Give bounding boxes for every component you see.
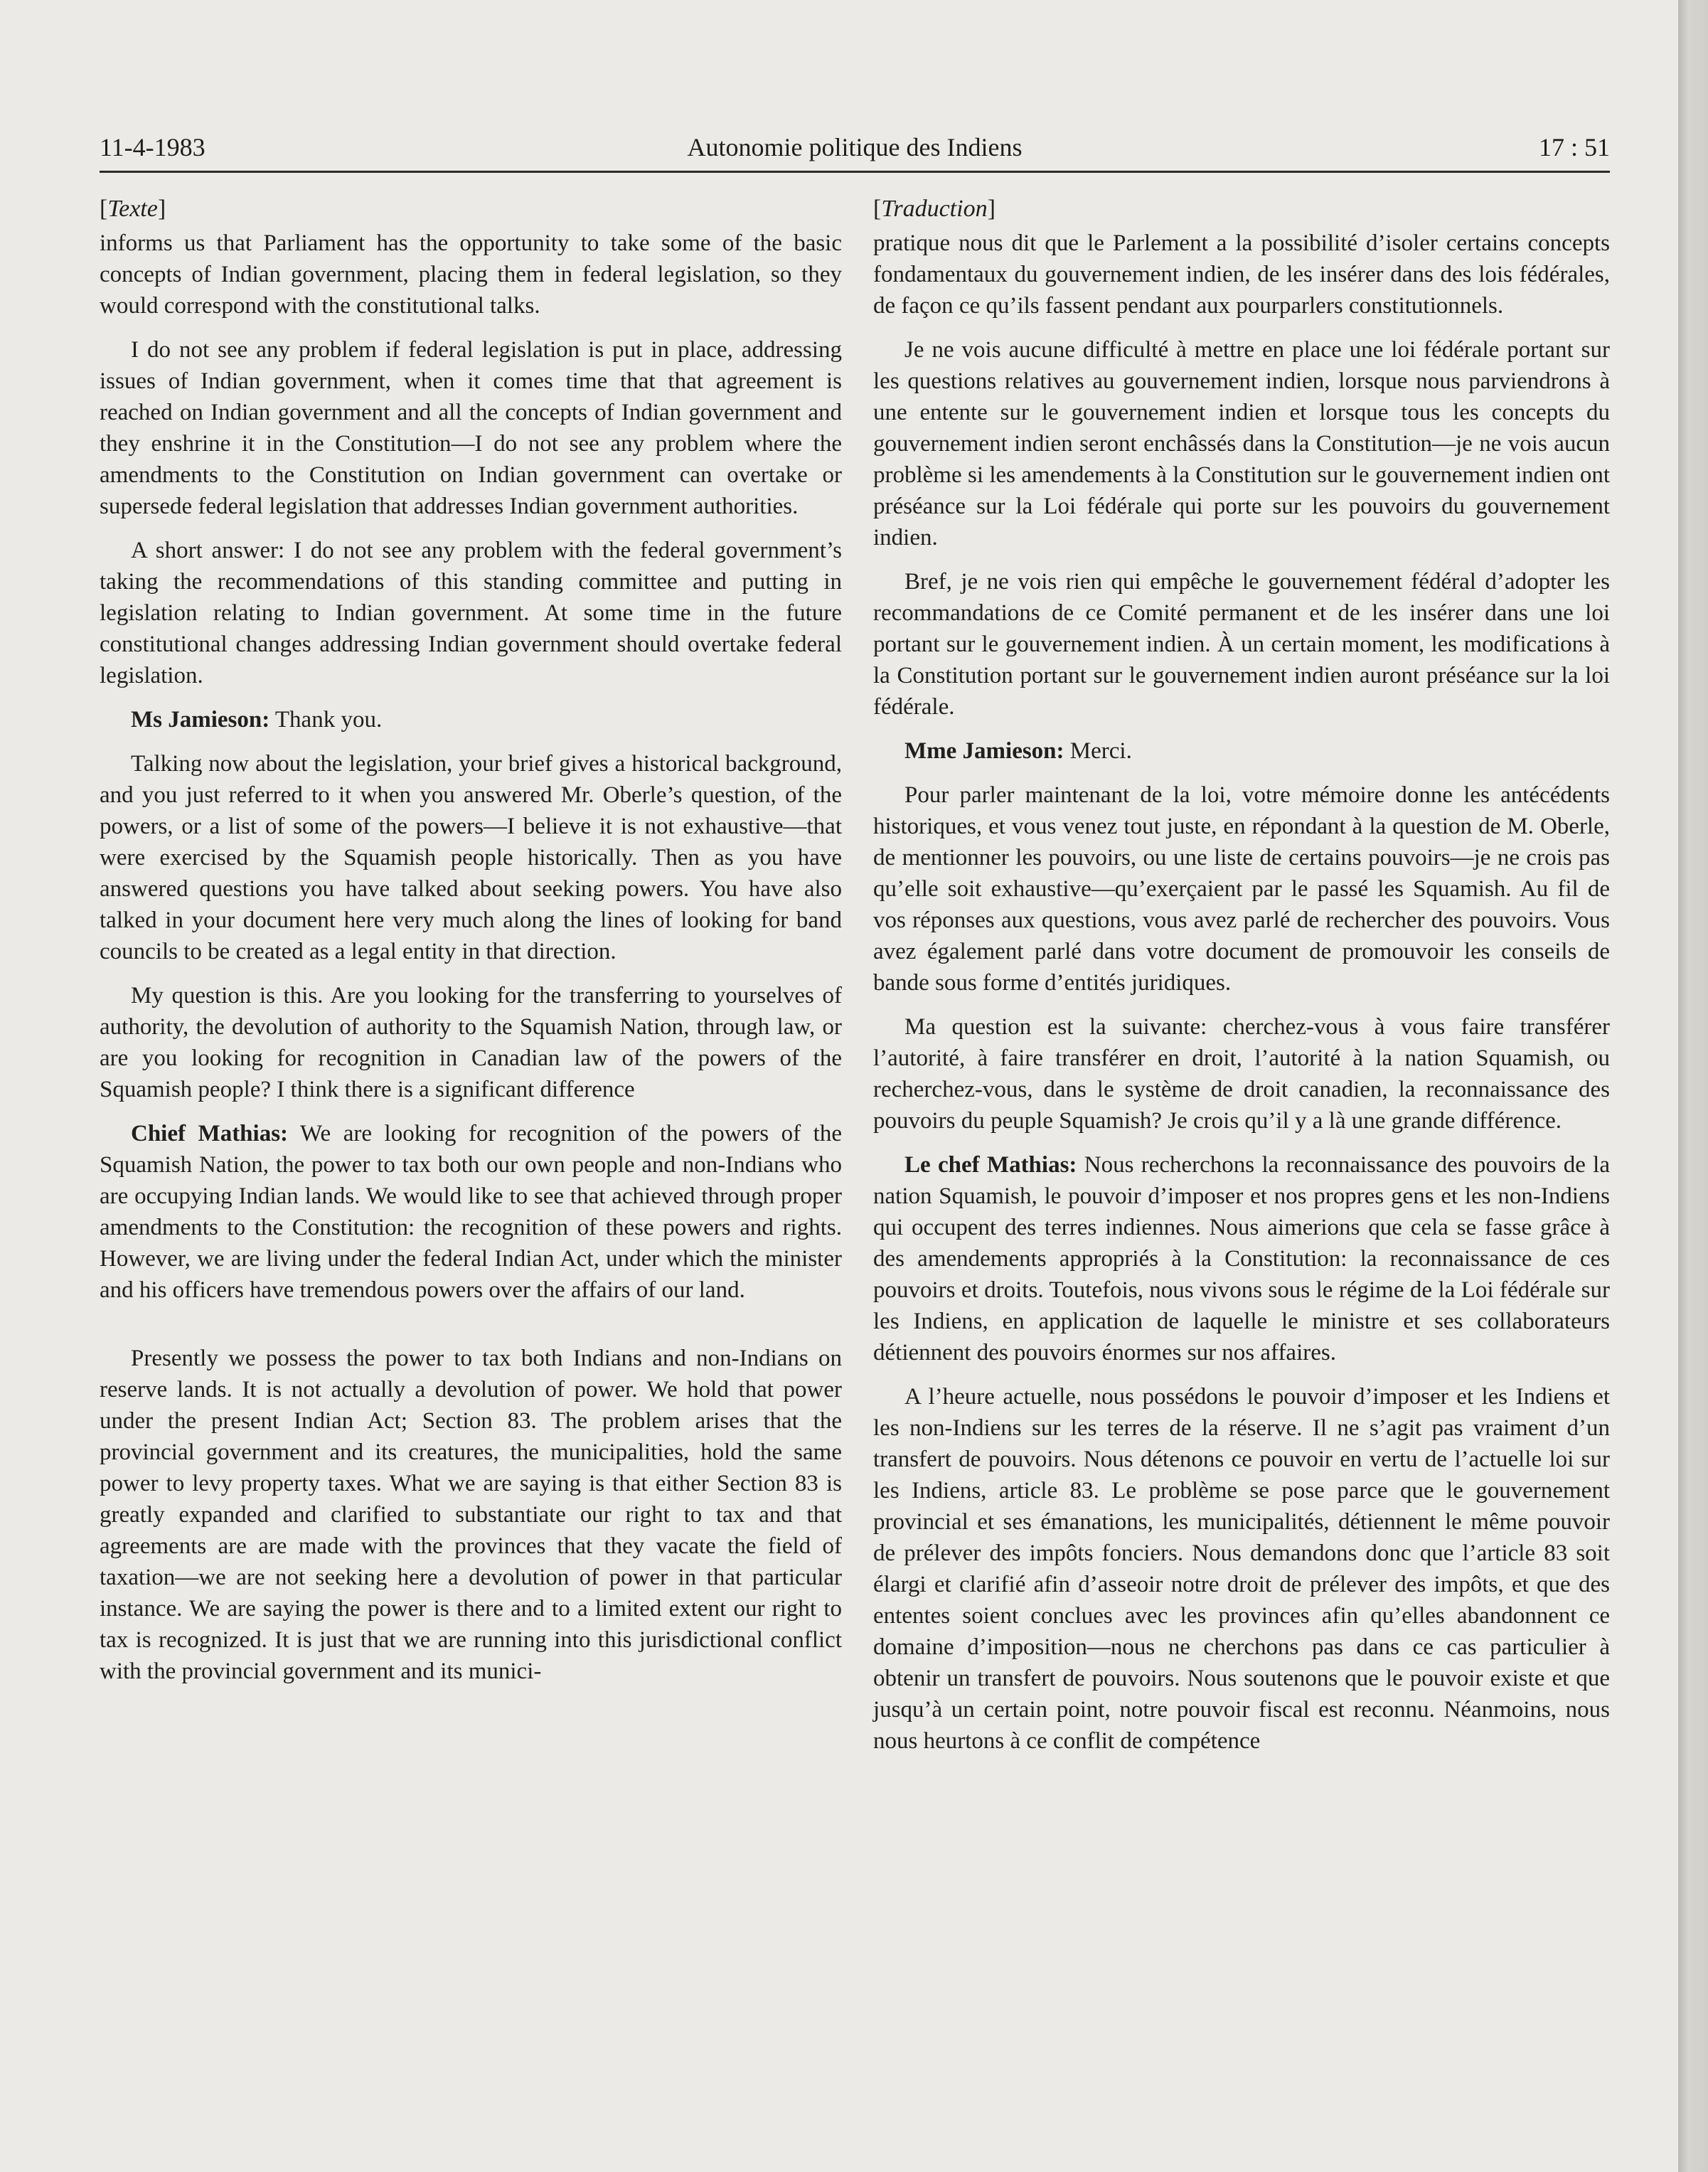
paragraph — [100, 704, 842, 735]
paragraph: A l’heure actuelle, nous possédons le pouvoir d’imposer et les Indiens et les non-Indiens sur les terres de la réserve. Il ne s’agit pas vraiment d’un transfert de pouvoirs. Nous détenons ce pouvoir en vertu de l’actuelle loi sur les Indiens, article 83. Le problème se pose parce que le gouvernement provincial et ses émanations, les municipalités, détiennent le même pouvoir de prélever des impôts fonciers. Nous demandons donc que l’article 83 soit élargi et clarifié afin d’asseoir notre droit de prélever des impôts, et que des ententes soient conclues avec les provinces afin qu’elles abandonnent ce domaine d’imposition—nous ne cherchons pas dans ce cas particulier à obtenir un transfert de pouvoirs. Nous soutenons que le pouvoir existe et que jusqu’à un certain point, notre pouvoir fiscal est reconnu. Néanmoins, nous nous heurtons à ce conflit de compétence — [873, 1384, 1610, 1754]
paragraph: Presently we possess the power to tax both Indians and non-Indians on reserve lands. It is not actually a devolution of power. We hold that power under the present Indian Act; Section 83. The problem arises that the provincial government and its creatures, the municipalities, hold the same power to levy property taxes. What we are saying is that either Section 83 is greatly expanded and clarified to substantiate our right to tax and that agreements are are made with the provinces that they vacate the field of taxation—we are not seeking here a devolution of power in that particular instance. We are saying the power is there and to a limited extent our right to tax is recognized. It is just that we are running into this jurisdictional conflict with the provincial government and its munici- — [100, 1346, 842, 1684]
paragraph: Bref, je ne vois rien qui empêche le gouvernement fédéral d’adopter les recommandations de ce Comité permanent et de les insérer dans une loi portant sur le gouvernement indien. À un certain moment, les modifications à la Constitution portant sur le gouvernement indien auront préséance sur la loi fédérale. — [873, 569, 1610, 720]
speech-text: We are looking for recognition of the powers of the Squamish Nation, the power to tax both our own people and non-Indians who are occupying Indian lands. We would like to see that achieved through proper amendments to the Constitution: the recognition of these powers and rights. However, we are living under the federal Indian Act, under which the minister and his officers have tremendous powers over the affairs of our land. — [100, 1121, 842, 1303]
header-page-number: 17 : 51 — [1538, 133, 1610, 161]
paragraph — [100, 1118, 842, 1306]
paragraph: A short answer: I do not see any problem with the federal government’s taking the recommendations of this standing committee and putting in legislation relating to Indian government. At some time in the future constitutional changes addressing Indian government should overtake federal legislation. — [100, 538, 842, 688]
speaker-name: Chief Mathias: — [131, 1121, 289, 1146]
page-edge — [1678, 0, 1708, 2172]
speech-text: Thank you. — [269, 707, 383, 733]
english-column — [100, 193, 842, 1700]
paragraph: Je ne vois aucune difficulté à mettre en place une loi fédérale portant sur les questions relatives au gouvernement indien, lorsque nous parviendrons à une entente sur le gouvernement indien et lorsque tous les concepts du gouvernement indien seront enchâssés dans la Constitution—je ne vois aucun problème si les amendements à la Constitution sur le gouvernement indien ont préséance sur la Loi fédérale qui porte sur les pouvoirs du gouvernement indien. — [873, 337, 1610, 550]
paragraph: informs us that Parliament has the opportunity to take some of the basic concepts of Indian government, placing them in federal legislation, so they would correspond with the constitutional talks. — [100, 230, 842, 319]
speech-text: Merci. — [1064, 738, 1132, 764]
marker-label: Texte — [107, 196, 158, 222]
paragraph: Pour parler maintenant de la loi, votre mémoire donne les antécédents historiques, et vous venez tout juste, en répondant à la question de M. Oberle, de mentionner les pouvoirs, ou une liste de certains pouvoirs—je ne crois pas qu’elle soit exhaustive—qu’exerçaient par le passé les Squamish. Au fil de vos réponses aux questions, vous avez parlé de rechercher des pouvoirs. Vous avez également parlé dans votre document de promouvoir les conseils de bande sous forme d’entités juridiques. — [873, 782, 1610, 996]
paragraph: Talking now about the legislation, your brief gives a historical background, and you just referred to it when you answered Mr. Oberle’s question, of the powers, or a list of some of the powers—I believe it is not exhaustive—that were exercised by the Squamish people historically. Then as you have answered questions you have talked about seeking powers. You have also talked in your document here very much along the lines of looking for band councils to be created as a legal entity in that direction. — [100, 751, 842, 964]
paragraph — [873, 1149, 1610, 1368]
speech-text: Nous recherchons la reconnaissance des pouvoirs de la nation Squamish, le pouvoir d’imposer et nos propres gens et les non-Indiens qui occupent des terres indiennes. Nous aimerions que cela se fasse grâce à des amendements appropriés à la Constitution: la reconnaissance de ces pouvoirs et droits. Toutefois, nous vivons sous le régime de la Loi fédérale sur les Indiens, en application de laquelle le ministre et ses collaborateurs détiennent des pouvoirs énormes sur nos affaires. — [873, 1152, 1610, 1366]
section-marker: [Texte] — [100, 196, 166, 222]
french-column — [873, 193, 1610, 1769]
marker-label: Traduction — [881, 196, 988, 222]
speaker-name: Le chef Mathias: — [904, 1152, 1077, 1178]
speaker-name: Ms Jamieson: — [131, 707, 270, 733]
paragraph: pratique nous dit que le Parlement a la possibilité d’isoler certains concepts fondamentaux du gouvernement indien, de les insérer dans des lois fédérales, de façon ce qu’ils fassent pendant aux pourparlers constitutionnels. — [873, 230, 1610, 319]
section-marker: [Traduction] — [873, 196, 996, 222]
paragraph — [873, 735, 1610, 767]
paragraph: I do not see any problem if federal legislation is put in place, addressing issues of Indian government, when it comes time that that agreement is reached on Indian government and all the concepts of Indian government and they enshrine it in the Constitution—I do not see any problem where the amendments to the Constitution on Indian government can overtake or supersede federal legislation that addresses Indian government authorities. — [100, 337, 842, 519]
header-title: Autonomie politique des Indiens — [687, 133, 1023, 161]
paragraph: My question is this. Are you looking for the transferring to yourselves of authority, the devolution of authority to the Squamish Nation, through law, or are you looking for recognition in Canadian law of the powers of the Squamish people? I think there is a significant difference — [100, 983, 842, 1102]
speaker-name: Mme Jamieson: — [904, 738, 1064, 764]
paragraph: Ma question est la suivante: cherchez-vous à vous faire transférer l’autorité, à faire transférer en droit, l’autorité à la nation Squamish, ou recherchez-vous, dans le système de droit canadien, la reconnaissance des pouvoirs du peuple Squamish? Je crois qu’il y a là une grande différence. — [873, 1014, 1610, 1134]
header-date: 11-4-1983 — [100, 133, 206, 161]
page-header — [100, 119, 1610, 173]
